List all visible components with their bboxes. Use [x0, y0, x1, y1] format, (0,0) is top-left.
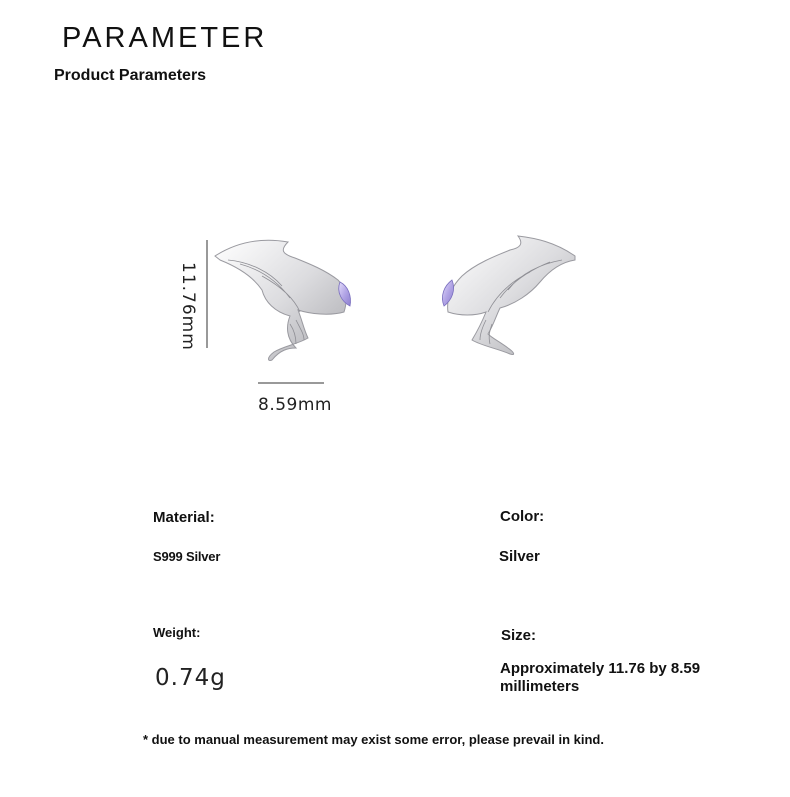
left-earring: [215, 240, 346, 360]
color-label: Color:: [500, 508, 545, 525]
color-value: Silver: [499, 548, 540, 565]
weight-value: 0.74g: [155, 665, 226, 691]
size-value: Approximately 11.76 by 8.59 millimeters: [500, 660, 701, 695]
weight-label: Weight:: [153, 625, 201, 640]
page-subtitle: Product Parameters: [54, 67, 207, 84]
earring-illustration: [170, 220, 610, 430]
height-dimension-label: 11.76mm: [178, 262, 198, 351]
size-label: Size:: [501, 627, 537, 644]
material-value: S999 Silver: [153, 549, 221, 564]
measurement-footnote: * due to manual measurement may exist some error, please prevail in kind.: [143, 732, 604, 747]
material-label: Material:: [153, 509, 215, 526]
right-earring: [448, 236, 575, 355]
page-title: PARAMETER: [62, 22, 268, 54]
width-dimension-label: 8.59mm: [258, 395, 332, 415]
